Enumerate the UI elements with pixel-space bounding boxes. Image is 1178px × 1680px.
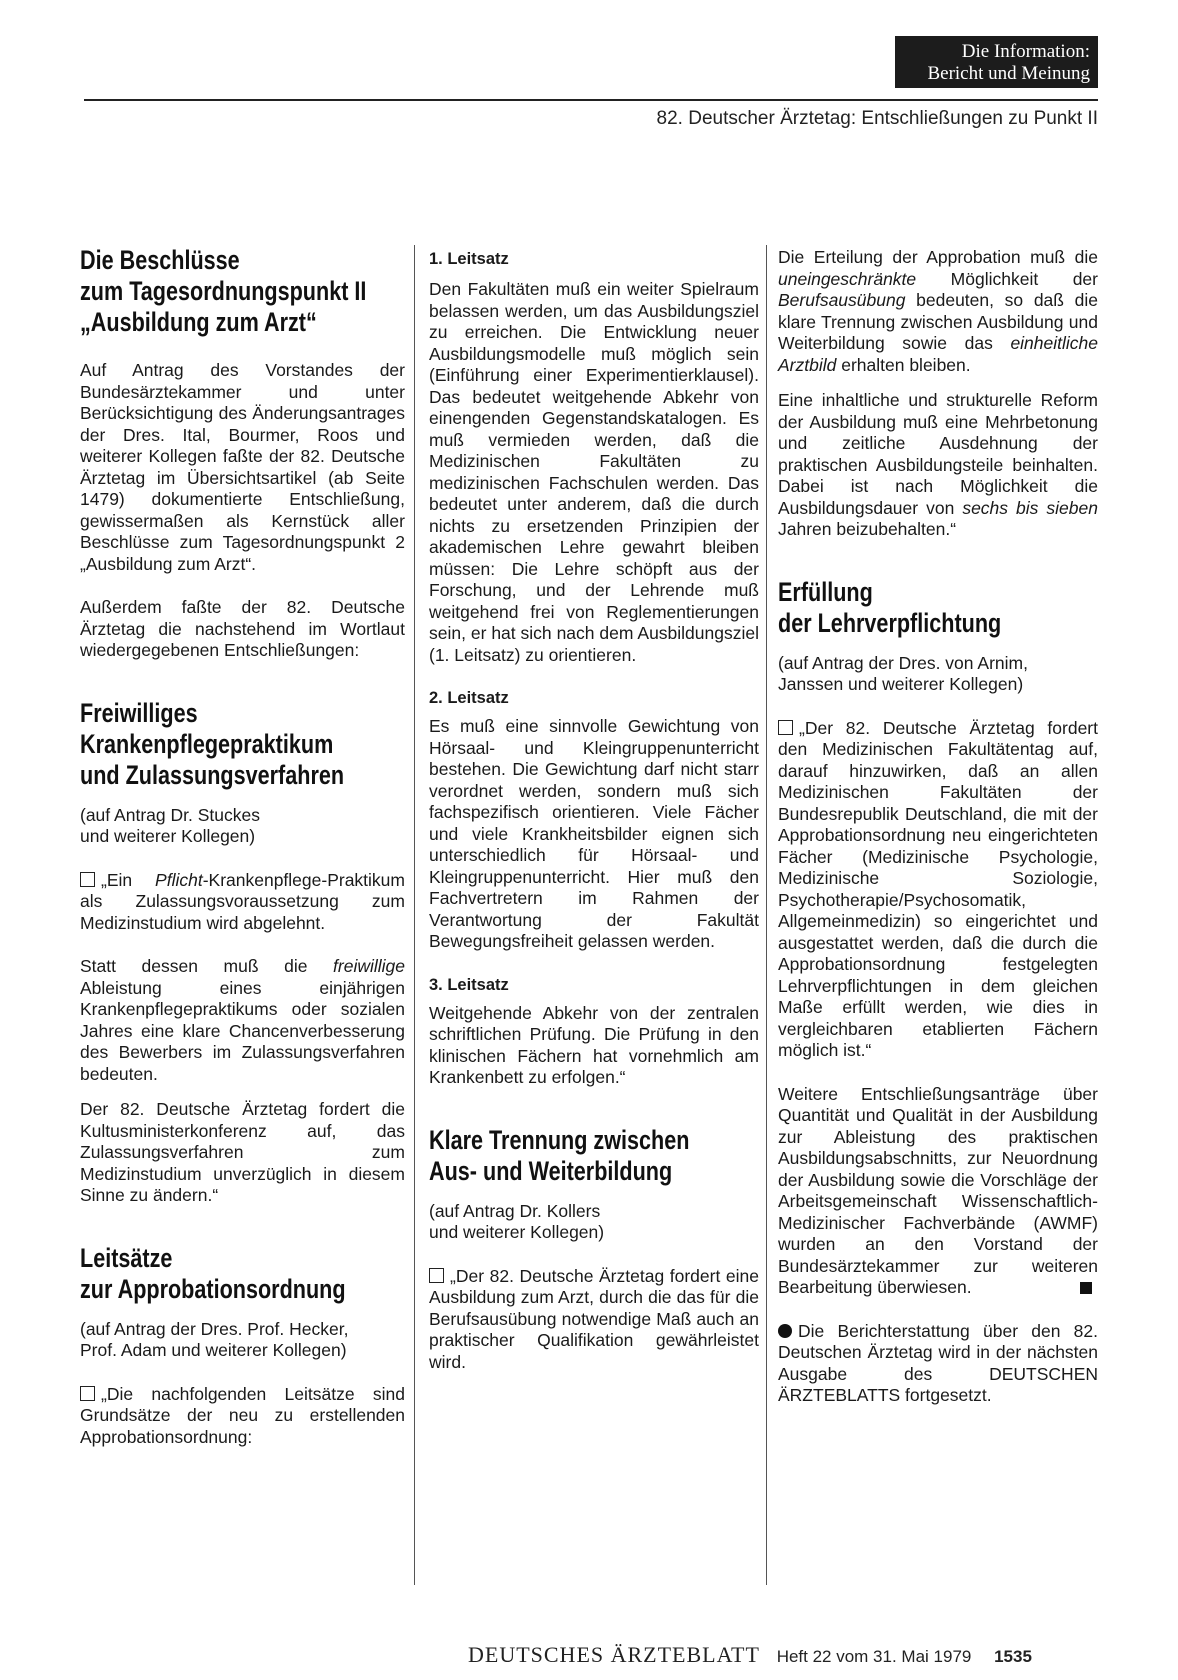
page-topic: 82. Deutscher Ärztetag: Entschließungen zu Punkt II <box>656 108 1098 129</box>
column-divider <box>414 245 415 1585</box>
intro-paragraph-2: Außerdem faßte der 82. Deutsche Ärztetag die nachstehend im Wortlaut wiedergegebenen Entschließungen: <box>80 597 405 660</box>
section-label-line1: Die Information: <box>961 41 1090 62</box>
leitsatz-3-heading: 3. Leitsatz <box>429 975 509 994</box>
leitsatz-2-heading: 2. Leitsatz <box>429 689 509 707</box>
column-2 <box>429 249 759 1373</box>
main-headline: Die Beschlüsse zum Tagesordnungspunkt II „Ausbildung zum Arzt“ <box>80 245 367 337</box>
checkbox-square-icon <box>778 720 793 735</box>
publication-name: DEUTSCHES ÄRZTEBLATT <box>468 1642 760 1667</box>
headline-krankenpflegepraktikum: Freiwilliges Krankenpflegepraktikum und Zulassungsverfahren <box>80 697 345 790</box>
column-divider <box>766 245 767 1585</box>
antrag-note: (auf Antrag Dr. Stuckes und weiterer Kollegen) <box>80 804 260 846</box>
resolution-paragraph: „Der 82. Deutsche Ärztetag fordert eine Ausbildung zum Arzt, durch die das für die Berufsausübung notwendige Maß auch an praktischer Qualifikation gewährleistet wird. <box>429 1265 759 1372</box>
headline-trennung: Klare Trennung zwischen Aus- und Weiterbildung <box>429 1124 690 1186</box>
issue-info: Heft 22 vom 31. Mai 1979 <box>776 1647 972 1666</box>
leitsatz-1-text: Den Fakultäten muß ein weiter Spielraum belassen werden, um das Ausbildungsziel zu erreichen. Die Entwicklung neuer Ausbildungsmodelle muß möglich sein (Einführung einer Experimentierklausel). Das bedeutet weitgehende Abkehr von einengenden Gegenstandskatalogen. Es muß vermieden werden, daß die Medizinischen Fakultäten zu medizinischen Fachschulen werden. Das bedeutet unter anderem, daß die durch nichts zu ersetzenden Prinzipien der akademischen Lehre gewahrt bleiben müssen: Die Lehre schöpft aus der Forschung, und der Lehrende muß weitgehend frei von Reglementierungen sein, er hat sich nach dem Ausbildungsziel (1. Leitsatz) zu orientieren. <box>429 279 759 665</box>
antrag-note: (auf Antrag der Dres. von Arnim, Janssen und weiterer Kollegen) <box>778 652 1028 694</box>
section-label <box>895 36 1098 88</box>
page-footer <box>468 1642 1032 1668</box>
continuation-note: Die Berichterstattung über den 82. Deutschen Ärztetag wird in der nächsten Ausgabe des DEUTSCHEN ÄRZTEBLATTS fortgesetzt. <box>778 1320 1098 1405</box>
end-square-icon <box>1080 1282 1092 1294</box>
body-paragraph: Der 82. Deutsche Ärztetag fordert die Kultusministerkonferenz auf, das Zulassungsverfahren zum Medizinstudium unverzüglich in diesem Sinne zu ändern.“ <box>80 1099 405 1205</box>
antrag-note: (auf Antrag der Dres. Prof. Hecker, Prof. Adam und weiterer Kollegen) <box>80 1318 349 1360</box>
headline-lehrverpflichtung: Erfüllung der Lehrverpflichtung <box>778 576 1002 638</box>
column-3 <box>778 247 1098 1407</box>
column-1 <box>80 245 405 1448</box>
checkbox-square-icon <box>80 1386 95 1401</box>
section-label-line2: Bericht und Meinung <box>927 63 1090 84</box>
page-number: 1535 <box>994 1647 1032 1666</box>
checkbox-square-icon <box>429 1268 444 1283</box>
header-rule <box>84 99 1098 101</box>
body-paragraph: Weitere Entschließungsanträge über Quantität und Qualität in der Ausbildung zur Ableistung des praktischen Ausbildungsabschnitts, zur Neuordnung der Ausbildung sowie die Vorschläge der Arbeitsgemeinschaft Wissenschaftlich-Medizinischer Fachverbände (AWMF) wurden an den Vorstand der Bundesärztekammer zur weiteren Bearbeitung überwiesen. <box>778 1083 1098 1297</box>
resolution-paragraph: „Der 82. Deutsche Ärztetag fordert den Medizinischen Fakultätentag auf, darauf hinzuwirken, daß an allen Medizinischen Fakultäten der Bundesrepublik Deutschland, die mit der Approbationsordnung neu eingerichteten Fächer (Medizinische Psychologie, Medizinische Soziologie, Psychotherapie/Psychosomatik, Allgemeinmedizin) so eingerichtet und ausgestattet werden, daß die durch die Approbationsordnung festgelegten Lehrverpflichtungen in dem gleichen Maße erfüllt werden, wie dies in vergleichbaren etablierten Fächern möglich ist.“ <box>778 717 1098 1060</box>
body-paragraph: Eine inhaltliche und strukturelle Reform der Ausbildung muß eine Mehrbetonung und zeitliche Ausdehnung der praktischen Ausbildungsteile beinhalten. Dabei ist nach Möglichkeit die Ausbildungsdauer von sechs bis sieben Jahren beizubehalten.“ <box>778 390 1098 539</box>
leitsatz-3-text: Weitgehende Abkehr von der zentralen schriftlichen Prüfung. Die Prüfung in den klinischen Fächern hat vornehmlich am Krankenbett zu erfolgen.“ <box>429 1002 759 1087</box>
intro-paragraph: Auf Antrag des Vorstandes der Bundesärztekammer und unter Berücksichtigung des Änderungsantrages der Dres. Ital, Bourmer, Roos und weiterer Kollegen faßte der 82. Deutsche Ärztetag im Übersichtsartikel (ab Seite 1479) dokumentierte Entschließung, gewissermaßen als Kernstück aller Beschlüsse zum Tagesordnungspunkt 2 „Ausbildung zum Arzt“. <box>80 360 405 574</box>
antrag-note: (auf Antrag Dr. Kollers und weiterer Kollegen) <box>429 1200 605 1242</box>
bullet-dot-icon <box>778 1324 792 1338</box>
leitsatz-1-heading: 1. Leitsatz <box>429 250 509 268</box>
checkbox-square-icon <box>80 872 95 887</box>
resolution-paragraph: „Die nachfolgenden Leitsätze sind Grundsätze der neu zu erstellenden Approbationsordnung: <box>80 1383 405 1447</box>
headline-leitsaetze: Leitsätze zur Approbationsordnung <box>80 1242 346 1304</box>
body-paragraph: Die Erteilung der Approbation muß die uneingeschränkte Möglichkeit der Berufsausübung bedeuten, so daß die klare Trennung zwischen Ausbildung und Weiterbildung sowie das einheitliche Arztbild erhalten bleiben. <box>778 247 1098 375</box>
resolution-paragraph: „Ein Pflicht-Krankenpflege-Praktikum als Zulassungsvoraussetzung zum Medizinstudium wird abgelehnt. <box>80 869 405 933</box>
leitsatz-2-text: Es muß eine sinnvolle Gewichtung von Hörsaal- und Kleingruppenunterricht bestehen. Die Gewichtung darf nicht starr verordnet werden, sondern muß sich fachspezifisch orientieren. Viele Fächer und viele Krankheitsbilder eignen sich unterschiedlich für Hörsaal- und Kleingruppenunterricht. Hier muß den Fachvertretern im Rahmen der Verantwortung der Fakultät Bewegungsfreiheit gelassen werden. <box>429 716 759 951</box>
body-paragraph: Statt dessen muß die freiwillige Ableistung eines einjährigen Krankenpflegepraktikums oder sozialen Jahres eine klare Chancenverbesserung des Bewerbers im Zulassungsverfahren bedeuten. <box>80 956 405 1084</box>
